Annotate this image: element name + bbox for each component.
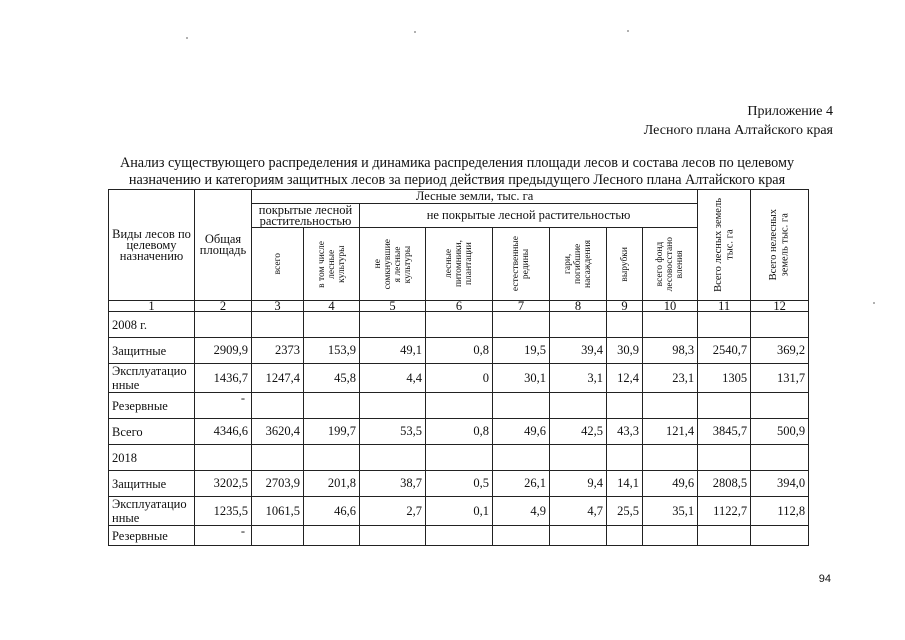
column-number: 3: [252, 301, 304, 312]
table-cell: 9,4: [550, 471, 607, 497]
table-cell-empty: [304, 526, 360, 546]
table-cell-dash: -: [195, 393, 252, 419]
table-cell: 98,3: [643, 338, 698, 364]
table-row: [109, 338, 809, 364]
table-cell-empty: [643, 393, 698, 419]
row-label: 2008 г.: [109, 312, 195, 338]
scan-speck: [186, 37, 188, 39]
table-cell-empty: [607, 312, 643, 338]
table-cell: 39,4: [550, 338, 607, 364]
table-cell-empty: [426, 312, 493, 338]
table-cell: 38,7: [360, 471, 426, 497]
table-cell: 394,0: [751, 471, 809, 497]
table-cell-empty: [426, 393, 493, 419]
table-cell: 0,8: [426, 338, 493, 364]
table-cell-empty: [607, 526, 643, 546]
table-cell-empty: [550, 312, 607, 338]
table-cell-empty: [643, 312, 698, 338]
table-cell-empty: [252, 445, 304, 471]
table-cell: 3202,5: [195, 471, 252, 497]
table-cell: 0,5: [426, 471, 493, 497]
table-cell: 1061,5: [252, 497, 304, 526]
table-cell: 53,5: [360, 419, 426, 445]
table-cell: 42,5: [550, 419, 607, 445]
table-cell: 3845,7: [698, 419, 751, 445]
table-cell: 30,9: [607, 338, 643, 364]
column-number: 11: [698, 301, 751, 312]
row-label: Защитные: [109, 338, 195, 364]
table-cell: 1305: [698, 364, 751, 393]
table-cell: 19,5: [493, 338, 550, 364]
table-cell-empty: [426, 445, 493, 471]
appendix-plan-name: Лесного плана Алтайского края: [643, 123, 833, 138]
table-cell-empty: [751, 393, 809, 419]
table-row: [109, 471, 809, 497]
table-row: [109, 419, 809, 445]
table-cell-empty: [550, 526, 607, 546]
table-cell: 35,1: [643, 497, 698, 526]
table-cell-empty: [643, 445, 698, 471]
table-cell: 49,6: [493, 419, 550, 445]
column-number: 2: [195, 301, 252, 312]
table-cell-empty: [360, 526, 426, 546]
table-cell: 30,1: [493, 364, 550, 393]
table-cell-empty: [493, 393, 550, 419]
column-number: 9: [607, 301, 643, 312]
header-total-nonforest-lands: Всего нелесных земель тыс. га: [751, 190, 809, 301]
header-natural-sparse: естественные редины: [493, 228, 550, 301]
appendix-header: [644, 102, 833, 140]
table-cell-empty: [360, 393, 426, 419]
table-cell: 3620,4: [252, 419, 304, 445]
title-line-1: Анализ существующего распределения и динамика распределения площади лесов и состава лесов по целевому: [119, 155, 795, 171]
table-cell-empty: [698, 393, 751, 419]
table-cell-empty: [426, 526, 493, 546]
table-cell: 12,4: [607, 364, 643, 393]
column-number: 8: [550, 301, 607, 312]
table-cell: 4,7: [550, 497, 607, 526]
table-cell-empty: [360, 445, 426, 471]
header-forest-lands: Лесные земли, тыс. га: [252, 190, 698, 204]
header-cultures: в том числе лесные культуры: [304, 228, 360, 301]
table-cell: 1247,4: [252, 364, 304, 393]
title-line-2: назначению и категориям защитных лесов за период действия предыдущего Лесного плана Алтайского края: [128, 172, 786, 188]
header-clearings: вырубки: [607, 228, 643, 301]
scan-speck: [873, 302, 875, 304]
column-number: 1: [109, 301, 195, 312]
header-total-area: Общая площадь: [195, 190, 252, 301]
table-cell-empty: [607, 445, 643, 471]
table-cell: 26,1: [493, 471, 550, 497]
column-number: 4: [304, 301, 360, 312]
row-label: Эксплуатацио нные: [109, 364, 195, 393]
column-number-row: [109, 301, 809, 312]
table-cell-empty: [252, 393, 304, 419]
column-number: 6: [426, 301, 493, 312]
row-label: Всего: [109, 419, 195, 445]
table-cell-empty: [360, 312, 426, 338]
header-nurseries: лесные питомники, плантации: [426, 228, 493, 301]
table-row: [109, 497, 809, 526]
table-cell: 0: [426, 364, 493, 393]
table-cell-empty: [751, 312, 809, 338]
table-cell: 1122,7: [698, 497, 751, 526]
table-row: [109, 526, 809, 546]
table-cell-dash: -: [195, 526, 252, 546]
table-cell: 2703,9: [252, 471, 304, 497]
table-cell: 14,1: [607, 471, 643, 497]
table-cell-empty: [607, 393, 643, 419]
table-cell-empty: [252, 312, 304, 338]
table-cell-empty: [493, 312, 550, 338]
table-cell: 2909,9: [195, 338, 252, 364]
header-total-fund: всего фонд лесовосстано вления: [643, 228, 698, 301]
table-cell: 49,6: [643, 471, 698, 497]
header-types: Виды лесов по целевому назначению: [109, 190, 195, 301]
table-cell-empty: [252, 526, 304, 546]
page-number: 94: [818, 573, 831, 585]
table-cell: 45,8: [304, 364, 360, 393]
table-cell: 46,6: [304, 497, 360, 526]
table-row: [109, 445, 809, 471]
table-cell-empty: [643, 526, 698, 546]
column-number: 12: [751, 301, 809, 312]
table-cell: 153,9: [304, 338, 360, 364]
table-cell-empty: [304, 312, 360, 338]
table-cell-empty: [751, 445, 809, 471]
column-number: 5: [360, 301, 426, 312]
table-row: [109, 393, 809, 419]
table-cell-empty: [550, 393, 607, 419]
header-unclosed: не сомкнувшие я лесные культуры: [360, 228, 426, 301]
table-cell: 3,1: [550, 364, 607, 393]
table-cell-empty: [698, 312, 751, 338]
table-cell-empty: [751, 526, 809, 546]
table-cell-empty: [698, 445, 751, 471]
table-cell: 2540,7: [698, 338, 751, 364]
row-label: Эксплуатацио нные: [109, 497, 195, 526]
header-total-forest-lands: Всего лесных земель тыс. га: [698, 190, 751, 301]
table-body: [109, 312, 809, 546]
table-cell: 4346,6: [195, 419, 252, 445]
table-cell-empty: [493, 526, 550, 546]
table-cell-empty: [195, 445, 252, 471]
table-cell: 1436,7: [195, 364, 252, 393]
table-cell: 2,7: [360, 497, 426, 526]
table-cell: 369,2: [751, 338, 809, 364]
table-cell: 0,1: [426, 497, 493, 526]
row-label: 2018: [109, 445, 195, 471]
table-row: [109, 364, 809, 393]
table-cell-empty: [698, 526, 751, 546]
table-cell: 201,8: [304, 471, 360, 497]
scan-speck: [414, 31, 416, 33]
header-not-covered: не покрытые лесной растительностью: [360, 204, 698, 228]
row-label: Защитные: [109, 471, 195, 497]
table-cell: 25,5: [607, 497, 643, 526]
table-cell-empty: [304, 393, 360, 419]
table-cell-empty: [304, 445, 360, 471]
column-number: 10: [643, 301, 698, 312]
column-number: 7: [493, 301, 550, 312]
table-cell: 43,3: [607, 419, 643, 445]
table-cell: 49,1: [360, 338, 426, 364]
table-row: [109, 312, 809, 338]
table-cell-empty: [195, 312, 252, 338]
appendix-number: Приложение 4: [747, 104, 833, 119]
table-cell: 0,8: [426, 419, 493, 445]
header-burnt: гари, погибшие насаждения: [550, 228, 607, 301]
table-cell: 131,7: [751, 364, 809, 393]
table-cell: 199,7: [304, 419, 360, 445]
table-cell: 4,9: [493, 497, 550, 526]
row-label: Резервные: [109, 393, 195, 419]
row-label: Резервные: [109, 526, 195, 546]
table-cell: 23,1: [643, 364, 698, 393]
table-cell: 500,9: [751, 419, 809, 445]
scan-speck: [627, 30, 629, 32]
header-covered: покрытые лесной растительностью: [252, 204, 360, 228]
header-all: всего: [252, 228, 304, 301]
table-cell: 2808,5: [698, 471, 751, 497]
table-cell-empty: [550, 445, 607, 471]
table-cell: 1235,5: [195, 497, 252, 526]
table-cell-empty: [493, 445, 550, 471]
table-cell: 112,8: [751, 497, 809, 526]
forest-distribution-table: [108, 189, 809, 546]
document-title: [92, 155, 822, 189]
table-cell: 121,4: [643, 419, 698, 445]
table-cell: 4,4: [360, 364, 426, 393]
table-cell: 2373: [252, 338, 304, 364]
